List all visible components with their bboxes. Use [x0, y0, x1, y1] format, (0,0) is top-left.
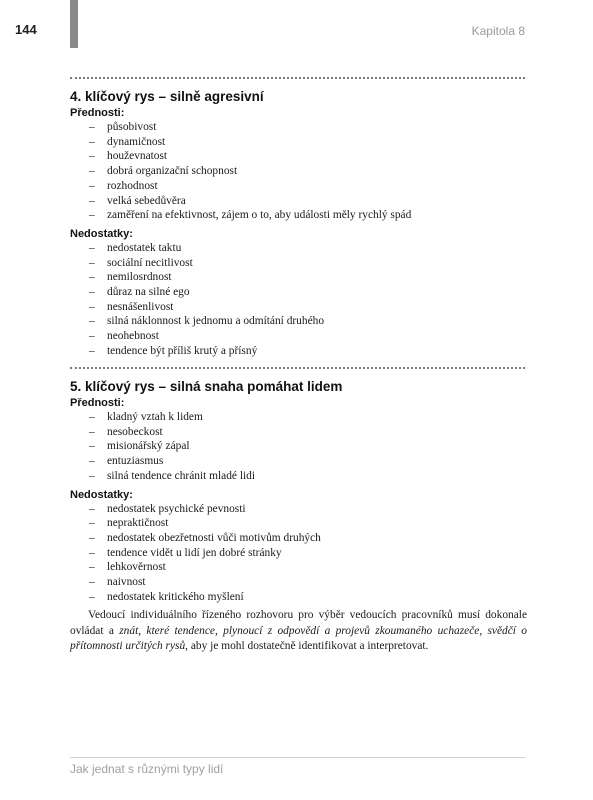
list-item: – nesnášenlivost: [89, 300, 174, 313]
dash: –: [89, 194, 95, 207]
dash: –: [89, 271, 95, 284]
dash: –: [89, 531, 95, 544]
list-item: – zaměření na efektivnost, zájem o to, aby události měly rychlý spád: [89, 209, 412, 222]
dash: –: [89, 469, 95, 482]
dash: –: [89, 502, 95, 515]
body-paragraph: Vedoucí individuálního řízeného rozhovoru pro výběr vedoucích pracovníků musí dokonale ovládat a znát, které tendence, plynoucí z odpovědí a projevů zkoumaného uchazeče, svědčí o přítomnosti určitých rysů, aby je mohl dostatečně identifikovat a interpretovat.: [70, 609, 527, 652]
dash: –: [89, 121, 95, 133]
dash: –: [89, 256, 95, 269]
list-item: – rozhodnost: [89, 179, 158, 192]
list-item: – naivnost: [89, 576, 146, 589]
list-item: – kladný vztah k lidem: [89, 411, 203, 423]
list-item: – dobrá organizační schopnost: [89, 165, 238, 178]
list-item: – lehkověrnost: [89, 561, 166, 574]
dash: –: [89, 330, 95, 343]
dash: –: [89, 150, 95, 163]
list-item: – působivost: [89, 121, 157, 133]
emphasized-text: znát, které tendence, plynoucí z odpovědí a projevů zkoumaného uchazeče, svědčí o přítomnosti určitých rysů: [70, 624, 527, 652]
footer-title: Jak jednat s různými typy lidí: [70, 762, 224, 776]
dash: –: [89, 165, 95, 178]
dash: –: [89, 286, 95, 299]
list-item: – silná tendence chránit mladé lidi: [89, 469, 256, 482]
list-item: – nedostatek obezřetnosti vůči motivům druhých: [89, 531, 321, 544]
dash: –: [89, 576, 95, 589]
list-item: – misionářský zápal: [89, 440, 190, 453]
section-4-disadvantages-heading: Nedostatky:: [70, 227, 133, 240]
dash: –: [89, 209, 95, 222]
dash: –: [89, 517, 95, 530]
dash: –: [89, 440, 95, 453]
list-item: – nepraktičnost: [89, 517, 169, 530]
section-4-advantages-heading: Přednosti:: [70, 107, 125, 119]
list-item: – nedostatek kritického myšlení: [89, 590, 244, 603]
section-5-disadvantages-list: [70, 502, 525, 605]
section-5-advantages-list: [70, 410, 525, 484]
list-item: – velká sebedůvěra: [89, 194, 186, 207]
list-item: – tendence být příliš krutý a přísný: [89, 344, 258, 357]
list-item: – nesobeckost: [89, 425, 163, 438]
dash: –: [89, 411, 95, 423]
list-item: – tendence vidět u lidí jen dobré stránky: [89, 546, 282, 559]
dash: –: [89, 590, 95, 603]
dash: –: [89, 300, 95, 313]
section-4-title: 4. klíčový rys – silně agresivní: [70, 89, 264, 104]
dash: –: [89, 425, 95, 438]
section-4: [70, 89, 525, 363]
footer-line: [70, 757, 525, 758]
list-item: – důraz na silné ego: [89, 286, 190, 299]
list-item: – nemilosrdnost: [89, 271, 172, 284]
dash: –: [89, 546, 95, 559]
section-5-title: 5. klíčový rys – silná snaha pomáhat lidem: [70, 379, 343, 394]
dash: –: [89, 561, 95, 574]
page-number: 144: [15, 22, 37, 37]
list-item: – dynamičnost: [89, 135, 166, 148]
list-item: – nedostatek taktu: [89, 241, 182, 254]
dash: –: [89, 455, 95, 468]
dash: –: [89, 315, 95, 328]
chapter-title: Kapitola 8: [471, 24, 525, 38]
dash: –: [89, 135, 95, 148]
list-item: – nedostatek psychické pevnosti: [89, 502, 246, 515]
section-5: [70, 379, 525, 608]
list-item: – neohebnost: [89, 330, 159, 343]
header-bar: [70, 0, 78, 48]
dash: –: [89, 241, 95, 254]
section-4-advantages-list: [70, 120, 525, 223]
list-item: – silná náklonnost k jednomu a odmítání druhého: [89, 315, 325, 328]
dash: –: [89, 179, 95, 192]
dash: –: [89, 344, 95, 357]
section-divider-2: [70, 367, 525, 369]
section-5-advantages-heading: Přednosti:: [70, 397, 125, 409]
list-item: – sociální necitlivost: [89, 256, 193, 269]
section-4-disadvantages-list: [70, 241, 525, 359]
list-item: – entuziasmus: [89, 455, 164, 468]
section-divider-1: [70, 77, 525, 79]
section-5-disadvantages-heading: Nedostatky:: [70, 488, 133, 501]
list-item: – houževnatost: [89, 150, 168, 163]
